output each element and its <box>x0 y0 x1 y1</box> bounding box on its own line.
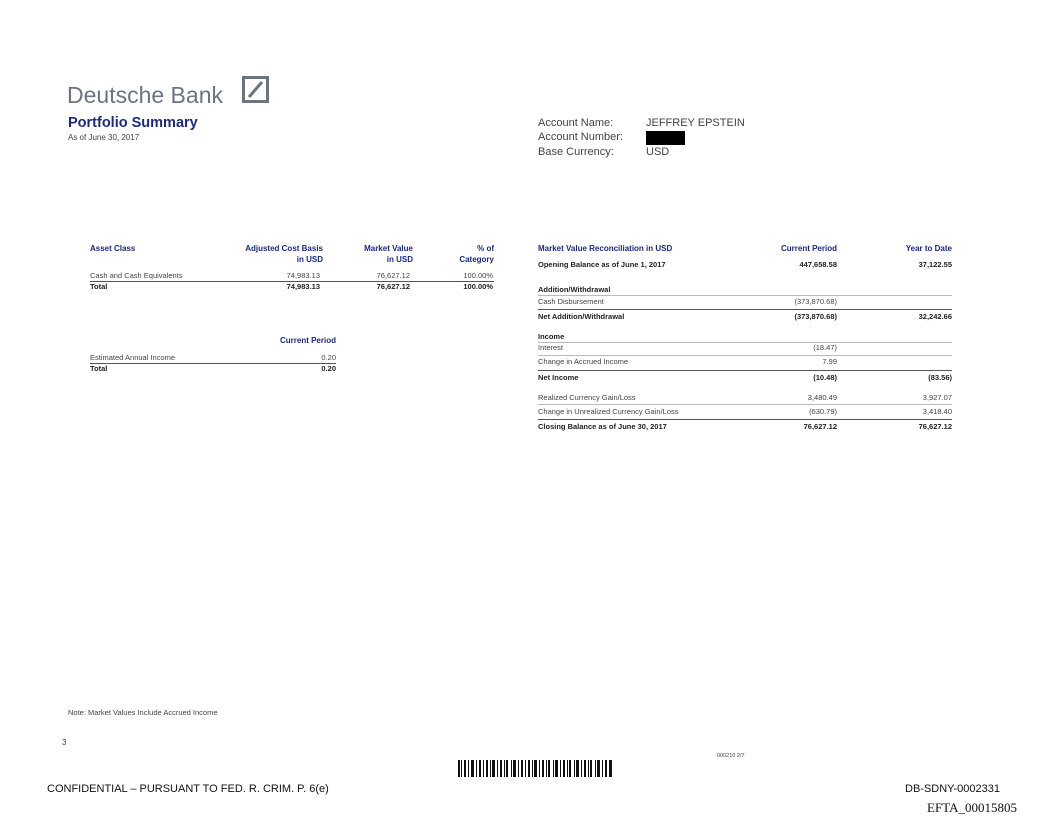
col-header-current-period: Current Period <box>780 244 837 253</box>
account-name-label: Account Name: <box>538 117 614 129</box>
base-currency-label: Base Currency: <box>538 146 614 158</box>
unrealized-gain-label: Change in Unrealized Currency Gain/Loss <box>538 407 679 416</box>
col-header-reconciliation: Market Value Reconciliation in USD <box>538 244 673 253</box>
account-number-redaction <box>646 131 685 145</box>
realized-gain-current: 3,480.49 <box>807 393 837 402</box>
col-header-year-to-date: Year to Date <box>905 244 952 253</box>
footnote: Note: Market Values Include Accrued Income <box>68 708 218 717</box>
table-row-label: Cash and Cash Equivalents <box>90 271 183 280</box>
confidential-notice: CONFIDENTIAL – PURSUANT TO FED. R. CRIM. P. 6(e) <box>47 783 329 795</box>
document-code: 000210 2/7 <box>717 753 745 759</box>
opening-balance-current: 447,658.58 <box>799 260 837 269</box>
total-label: Total <box>90 282 108 291</box>
opening-balance-ytd: 37,122.55 <box>918 260 952 269</box>
page-number: 3 <box>62 738 67 747</box>
closing-balance-label: Closing Balance as of June 30, 2017 <box>538 422 667 431</box>
deutsche-bank-logo-icon <box>242 76 269 103</box>
net-addition-withdrawal-label: Net Addition/Withdrawal <box>538 312 625 321</box>
account-number-label: Account Number: <box>538 131 623 143</box>
col-header-category: Category <box>459 255 494 264</box>
page-title: Portfolio Summary <box>68 115 198 131</box>
base-currency-value: USD <box>646 146 670 158</box>
interest-label: Interest <box>538 343 564 352</box>
total-value: 0.20 <box>321 364 336 373</box>
accrued-income-current: 7.99 <box>822 357 837 366</box>
table-row-value: 0.20 <box>321 353 336 362</box>
divider <box>538 295 952 296</box>
as-of-date: As of June 30, 2017 <box>68 133 140 142</box>
table-row-label: Estimated Annual Income <box>90 353 176 362</box>
account-name-value: JEFFREY EPSTEIN <box>646 117 745 129</box>
realized-gain-ytd: 3,927.07 <box>922 393 952 402</box>
addition-withdrawal-heading: Addition/Withdrawal <box>538 285 611 294</box>
opening-balance-label: Opening Balance as of June 1, 2017 <box>538 260 666 269</box>
total-pct: 100.00% <box>463 282 493 291</box>
col-header-pct: % of <box>477 244 494 253</box>
divider <box>538 355 952 356</box>
net-income-ytd: (83.56) <box>928 373 952 382</box>
divider <box>538 309 952 310</box>
net-addition-withdrawal-ytd: 32,242.66 <box>918 312 952 321</box>
bank-name: Deutsche Bank <box>67 82 223 108</box>
accrued-income-label: Change in Accrued Income <box>538 357 629 366</box>
col-header-market-value-unit: in USD <box>386 255 413 264</box>
efta-number: EFTA_00015805 <box>927 800 1017 815</box>
divider <box>538 404 952 405</box>
income-heading: Income <box>538 332 565 341</box>
col-header-cost-basis: Adjusted Cost Basis <box>245 244 323 253</box>
col-header-asset-class: Asset Class <box>90 244 136 253</box>
unrealized-gain-current: (630.79) <box>809 407 837 416</box>
total-cost: 74,983.13 <box>286 282 320 291</box>
cash-disbursement-label: Cash Disbursement <box>538 297 604 306</box>
closing-balance-ytd: 76,627.12 <box>918 422 952 431</box>
table-row-market: 76,627.12 <box>376 271 410 280</box>
closing-balance-current: 76,627.12 <box>803 422 837 431</box>
net-income-current: (10.48) <box>813 373 837 382</box>
cash-disbursement-current: (373,870.68) <box>794 297 837 306</box>
interest-current: (18.47) <box>813 343 837 352</box>
table-row-pct: 100.00% <box>463 271 493 280</box>
net-income-label: Net Income <box>538 373 579 382</box>
realized-gain-label: Realized Currency Gain/Loss <box>538 393 636 402</box>
col-header-current-period: Current Period <box>279 336 336 345</box>
divider <box>538 370 952 371</box>
barcode-icon <box>458 760 612 777</box>
bates-number: DB-SDNY-0002331 <box>905 783 1000 795</box>
col-header-cost-basis-unit: in USD <box>296 255 323 264</box>
total-label: Total <box>90 364 108 373</box>
unrealized-gain-ytd: 3,418.40 <box>922 407 952 416</box>
col-header-market-value: Market Value <box>364 244 413 253</box>
table-row-cost: 74,983.13 <box>286 271 320 280</box>
net-addition-withdrawal-current: (373,870.68) <box>794 312 837 321</box>
total-market: 76,627.12 <box>376 282 410 291</box>
divider <box>538 419 952 420</box>
